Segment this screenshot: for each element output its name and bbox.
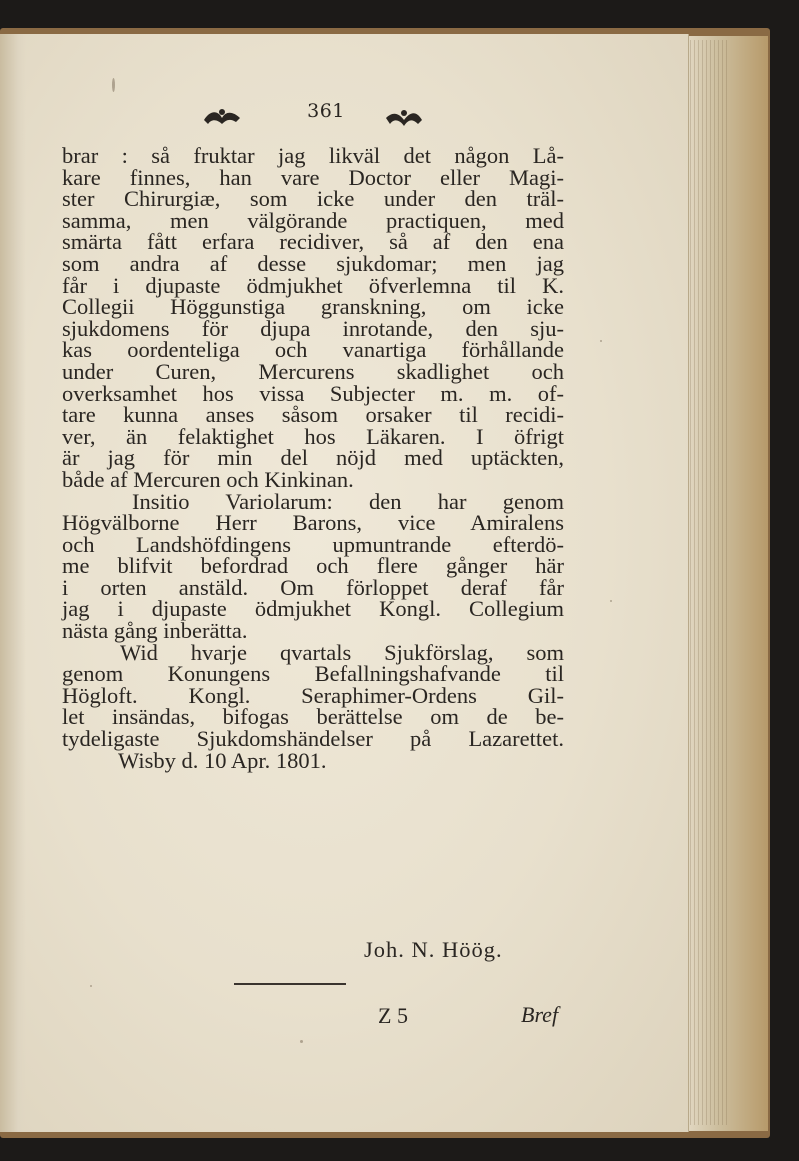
text-line: Wid hvarje qvartals Sjukförslag, som bbox=[120, 639, 564, 665]
text-line: brar : så fruktar jag likväl det någon Lå- bbox=[62, 143, 564, 168]
text-line: Högloft. Kongl. Seraphimer-Ordens Gil- bbox=[62, 682, 564, 708]
text-line: och Landshöfdingens upmuntrande efterdö- bbox=[62, 531, 564, 557]
text-line: nästa gång inberätta. bbox=[62, 618, 248, 644]
paper-speck bbox=[90, 985, 92, 987]
text-line: är jag för min del nöjd med uptäckten, bbox=[62, 445, 564, 471]
text-line: let insändas, bifogas berättelse om de be- bbox=[62, 704, 564, 730]
paper-speck bbox=[600, 340, 602, 342]
text-line: overksamhet hos vissa Subjecter m. m. of- bbox=[62, 380, 564, 406]
text-line: under Curen, Mercurens skadlighet och bbox=[62, 358, 564, 384]
text-line: kare finnes, han vare Doctor eller Magi- bbox=[62, 164, 564, 190]
paper-speck bbox=[300, 1040, 303, 1043]
page-number: 361 bbox=[307, 100, 345, 122]
text-line: jag i djupaste ödmjukhet Kongl. Collegium bbox=[62, 596, 564, 622]
text-line: samma, men välgörande practiquen, med bbox=[62, 207, 564, 233]
text-line: får i djupaste ödmjukhet öfverlemna til K. bbox=[62, 272, 564, 298]
page-text bbox=[62, 145, 564, 771]
text-line: me blifvit befordrad och flere gånger här bbox=[62, 553, 564, 579]
text-line: både af Mercuren och Kinkinan. bbox=[62, 466, 354, 492]
author-signature: Joh. N. Höög. bbox=[364, 937, 503, 962]
left-ornament-icon bbox=[200, 104, 244, 130]
text-line: smärta fått erfara recidiver, så af den ena bbox=[62, 229, 564, 255]
paper-speck bbox=[610, 600, 612, 602]
text-line: Collegii Höggunstiga granskning, om icke bbox=[62, 294, 564, 320]
page-gutter bbox=[0, 34, 26, 1132]
text-line: i orten anstäld. Om förloppet deraf får bbox=[62, 574, 564, 600]
text-line: ster Chirurgiæ, som icke under den träl- bbox=[62, 186, 564, 212]
section-rule bbox=[234, 983, 346, 985]
page-header bbox=[200, 100, 440, 136]
text-line: ver, än felaktighet hos Läkaren. I öfrigt bbox=[62, 423, 564, 449]
text-line: Högvälborne Herr Barons, vice Amiralens bbox=[62, 510, 564, 536]
text-line: tydeligaste Sjukdomshändelser på Lazarettet. bbox=[62, 726, 564, 752]
text-line: kas oordenteliga och vanartiga förhållande bbox=[62, 337, 564, 363]
signature-mark: Z 5 bbox=[378, 1003, 408, 1028]
text-line: genom Konungens Befallningshafvande til bbox=[62, 661, 564, 687]
text-line: Insitio Variolarum: den har genom bbox=[132, 488, 564, 514]
text-line: sjukdomens för djupa inrotande, den sju- bbox=[62, 315, 564, 341]
text-line: Wisby d. 10 Apr. 1801. bbox=[118, 747, 327, 773]
paper-speck bbox=[112, 78, 115, 92]
catchword: Bref bbox=[521, 1002, 559, 1027]
text-line: tare kunna anses såsom orsaker til recidi- bbox=[62, 402, 564, 428]
right-ornament-icon bbox=[382, 104, 426, 130]
text-line: som andra af desse sjukdomar; men jag bbox=[62, 250, 564, 276]
